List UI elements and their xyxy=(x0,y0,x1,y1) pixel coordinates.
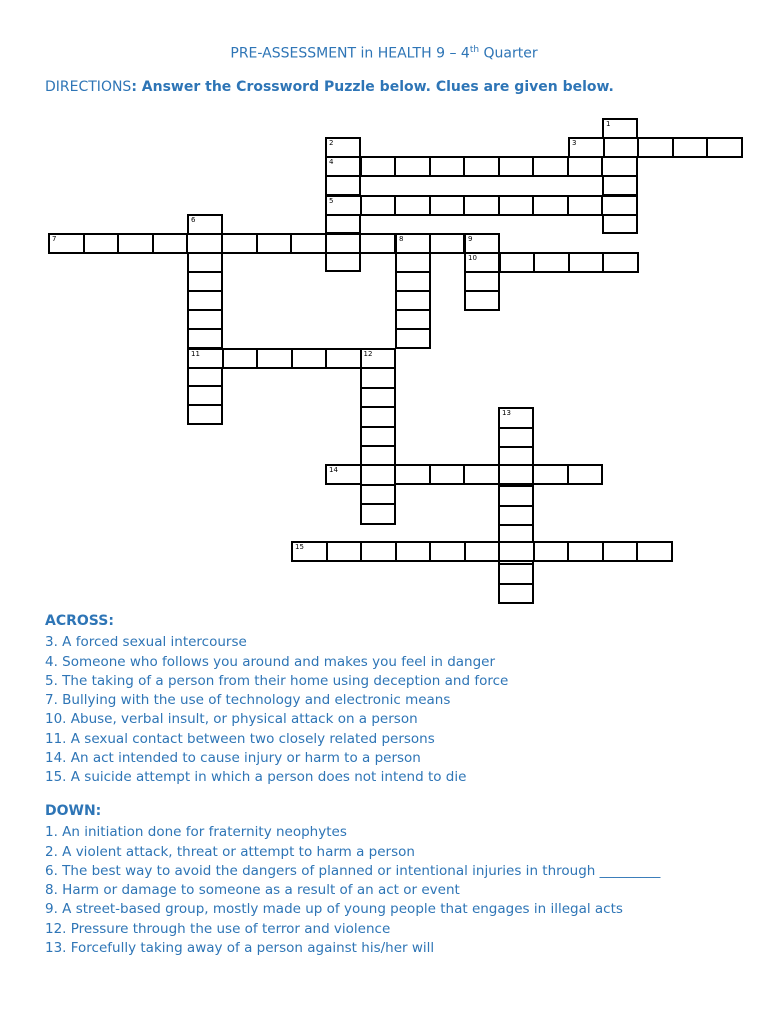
crossword-cell[interactable] xyxy=(567,541,604,562)
crossword-cell[interactable] xyxy=(360,348,397,369)
crossword-cell[interactable] xyxy=(291,541,328,562)
crossword-cell[interactable] xyxy=(568,137,605,158)
clue-number: 6 xyxy=(191,216,196,224)
crossword-cell[interactable] xyxy=(532,464,569,485)
crossword-cell[interactable] xyxy=(394,156,431,177)
across-heading: ACROSS: xyxy=(45,613,114,629)
crossword-cell[interactable] xyxy=(325,348,362,369)
crossword-cell[interactable] xyxy=(326,541,363,562)
across-clue: 7. Bullying with the use of technology and electronic means xyxy=(45,692,451,709)
down-clue: 12. Pressure through the use of terror and violence xyxy=(45,920,391,937)
crossword-cell[interactable] xyxy=(325,175,361,196)
crossword-cell[interactable] xyxy=(463,464,500,485)
crossword-cell[interactable] xyxy=(186,233,223,254)
crossword-cell[interactable] xyxy=(464,252,500,273)
crossword-cell[interactable] xyxy=(394,464,431,485)
crossword-cell[interactable] xyxy=(395,290,431,311)
crossword-cell[interactable] xyxy=(498,407,534,429)
crossword-cell[interactable] xyxy=(360,426,396,447)
clue-number: 15 xyxy=(295,543,304,551)
across-clues xyxy=(45,612,508,788)
crossword-cell[interactable] xyxy=(395,233,431,254)
crossword-cell[interactable] xyxy=(636,541,673,562)
crossword-cell[interactable] xyxy=(429,195,466,216)
clue-number: 4 xyxy=(329,158,334,166)
crossword-cell[interactable] xyxy=(603,137,640,158)
crossword-cell[interactable] xyxy=(498,583,534,605)
crossword-cell[interactable] xyxy=(325,156,361,177)
crossword-cell[interactable] xyxy=(499,252,536,273)
across-clue: 3. A forced sexual intercourse xyxy=(45,634,247,651)
crossword-cell[interactable] xyxy=(533,541,570,562)
across-clue: 15. A suicide attempt in which a person does not intend to die xyxy=(45,769,467,786)
crossword-cell[interactable] xyxy=(395,252,431,273)
crossword-cell[interactable] xyxy=(567,195,604,216)
crossword-cell[interactable] xyxy=(498,427,534,449)
clue-number: 3 xyxy=(572,139,577,147)
down-heading: DOWN: xyxy=(45,803,102,819)
crossword-cell[interactable] xyxy=(498,505,534,527)
crossword-cell[interactable] xyxy=(360,156,397,177)
crossword-cell[interactable] xyxy=(498,156,535,177)
down-clue: 1. An initiation done for fraternity neophytes xyxy=(45,824,347,841)
crossword-cell[interactable] xyxy=(187,348,224,369)
crossword-cell[interactable] xyxy=(602,175,638,196)
crossword-cell[interactable] xyxy=(360,445,396,466)
crossword-cell[interactable] xyxy=(533,252,570,273)
crossword-cell[interactable] xyxy=(568,252,605,273)
across-clue: 14. An act intended to cause injury or harm to a person xyxy=(45,750,421,767)
across-clue: 5. The taking of a person from their home using deception and force xyxy=(45,672,509,689)
crossword-cell[interactable] xyxy=(187,214,223,235)
crossword-cell[interactable] xyxy=(706,137,743,158)
crossword-cell[interactable] xyxy=(464,233,500,254)
crossword-cell[interactable] xyxy=(325,137,361,158)
crossword-cell[interactable] xyxy=(256,348,293,369)
crossword-cell[interactable] xyxy=(117,233,154,254)
crossword-cell[interactable] xyxy=(256,233,293,254)
down-clues xyxy=(45,802,660,958)
crossword-cell[interactable] xyxy=(463,156,500,177)
crossword-cell[interactable] xyxy=(360,406,396,427)
crossword-cell[interactable] xyxy=(48,233,85,254)
down-clue: 6. The best way to avoid the dangers of planned or intentional injuries in through _________ xyxy=(45,862,661,879)
crossword-cell[interactable] xyxy=(602,118,638,139)
crossword-cell[interactable] xyxy=(221,233,258,254)
clue-number: 14 xyxy=(329,466,338,474)
across-clue: 10. Abuse, verbal insult, or physical attack on a person xyxy=(45,711,418,728)
crossword-cell[interactable] xyxy=(532,195,569,216)
crossword-cell[interactable] xyxy=(290,233,327,254)
down-clue: 9. A street-based group, mostly made up of young people that engages in illegal acts xyxy=(45,901,623,918)
crossword-cell[interactable] xyxy=(498,195,535,216)
page-title: PRE-ASSESSMENT in HEALTH 9 – 4th Quarter xyxy=(230,45,538,62)
crossword-cell[interactable] xyxy=(498,541,535,562)
crossword-cell[interactable] xyxy=(464,541,501,562)
crossword-cell[interactable] xyxy=(602,252,639,273)
crossword-cell[interactable] xyxy=(602,213,638,234)
crossword-cell[interactable] xyxy=(291,348,328,369)
crossword-cell[interactable] xyxy=(498,464,535,485)
crossword-cell[interactable] xyxy=(325,195,362,216)
crossword-cell[interactable] xyxy=(464,290,500,311)
crossword-cell[interactable] xyxy=(325,251,361,272)
crossword-cell[interactable] xyxy=(187,385,223,406)
crossword-cell[interactable] xyxy=(360,503,396,524)
across-clue: 11. A sexual contact between two closely related persons xyxy=(45,730,435,747)
crossword-cell[interactable] xyxy=(360,195,397,216)
down-clue: 8. Harm or damage to someone as a result of an act or event xyxy=(45,882,460,899)
down-clue: 2. A violent attack, threat or attempt to harm a person xyxy=(45,843,415,860)
crossword-cell[interactable] xyxy=(429,464,466,485)
crossword-cell[interactable] xyxy=(602,541,639,562)
clue-number: 8 xyxy=(399,235,404,243)
crossword-cell[interactable] xyxy=(325,233,362,254)
crossword-cell[interactable] xyxy=(325,464,362,485)
crossword-cell[interactable] xyxy=(187,271,223,292)
crossword-cell[interactable] xyxy=(187,366,223,387)
crossword-cell[interactable] xyxy=(498,485,534,507)
clue-number: 11 xyxy=(191,350,200,358)
crossword-cell[interactable] xyxy=(395,541,432,562)
down-clue: 13. Forcefully taking away of a person against his/her will xyxy=(45,940,435,957)
crossword-cell[interactable] xyxy=(187,404,223,425)
crossword-cell[interactable] xyxy=(637,137,674,158)
crossword-cell[interactable] xyxy=(395,271,431,292)
crossword-cell[interactable] xyxy=(187,290,223,311)
crossword-cell[interactable] xyxy=(463,195,500,216)
crossword-cell[interactable] xyxy=(498,563,534,585)
crossword-cell[interactable] xyxy=(187,252,223,273)
crossword-cell[interactable] xyxy=(360,484,396,505)
crossword-cell[interactable] xyxy=(360,387,396,408)
crossword-cell[interactable] xyxy=(395,328,431,349)
crossword-cell[interactable] xyxy=(360,464,396,485)
crossword-cell[interactable] xyxy=(394,195,431,216)
crossword-cell[interactable] xyxy=(601,195,638,216)
crossword-cell[interactable] xyxy=(83,233,120,254)
across-clue: 4. Someone who follows you around and makes you feel in danger xyxy=(45,653,496,670)
clue-number: 1 xyxy=(606,120,611,128)
directions-text: : Answer the Crossword Puzzle below. Clues are given below. xyxy=(131,79,614,95)
crossword-cell[interactable] xyxy=(152,233,189,254)
crossword-cell[interactable] xyxy=(222,348,259,369)
crossword-cell[interactable] xyxy=(672,137,709,158)
crossword-cell[interactable] xyxy=(395,309,431,330)
crossword-cell[interactable] xyxy=(359,233,396,254)
clue-number: 13 xyxy=(502,409,511,417)
crossword-cell[interactable] xyxy=(429,156,466,177)
crossword-cell[interactable] xyxy=(464,271,500,292)
crossword-cell[interactable] xyxy=(360,367,396,388)
crossword-cell[interactable] xyxy=(360,541,397,562)
clue-number: 12 xyxy=(363,350,373,358)
crossword-cell[interactable] xyxy=(567,464,604,485)
clue-number: 10 xyxy=(468,254,477,262)
clue-number: 7 xyxy=(52,235,57,243)
crossword-cell[interactable] xyxy=(429,233,466,254)
clue-number: 5 xyxy=(329,197,334,205)
crossword-cell[interactable] xyxy=(325,213,361,234)
crossword-cell[interactable] xyxy=(601,156,638,177)
directions-label: DIRECTIONS xyxy=(45,79,132,95)
crossword-cell[interactable] xyxy=(429,541,466,562)
clue-number: 2 xyxy=(329,139,334,147)
crossword-cell[interactable] xyxy=(532,156,569,177)
crossword-cell[interactable] xyxy=(187,309,223,330)
crossword-cell[interactable] xyxy=(567,156,604,177)
clue-number: 9 xyxy=(468,235,473,243)
crossword-cell[interactable] xyxy=(187,328,223,349)
